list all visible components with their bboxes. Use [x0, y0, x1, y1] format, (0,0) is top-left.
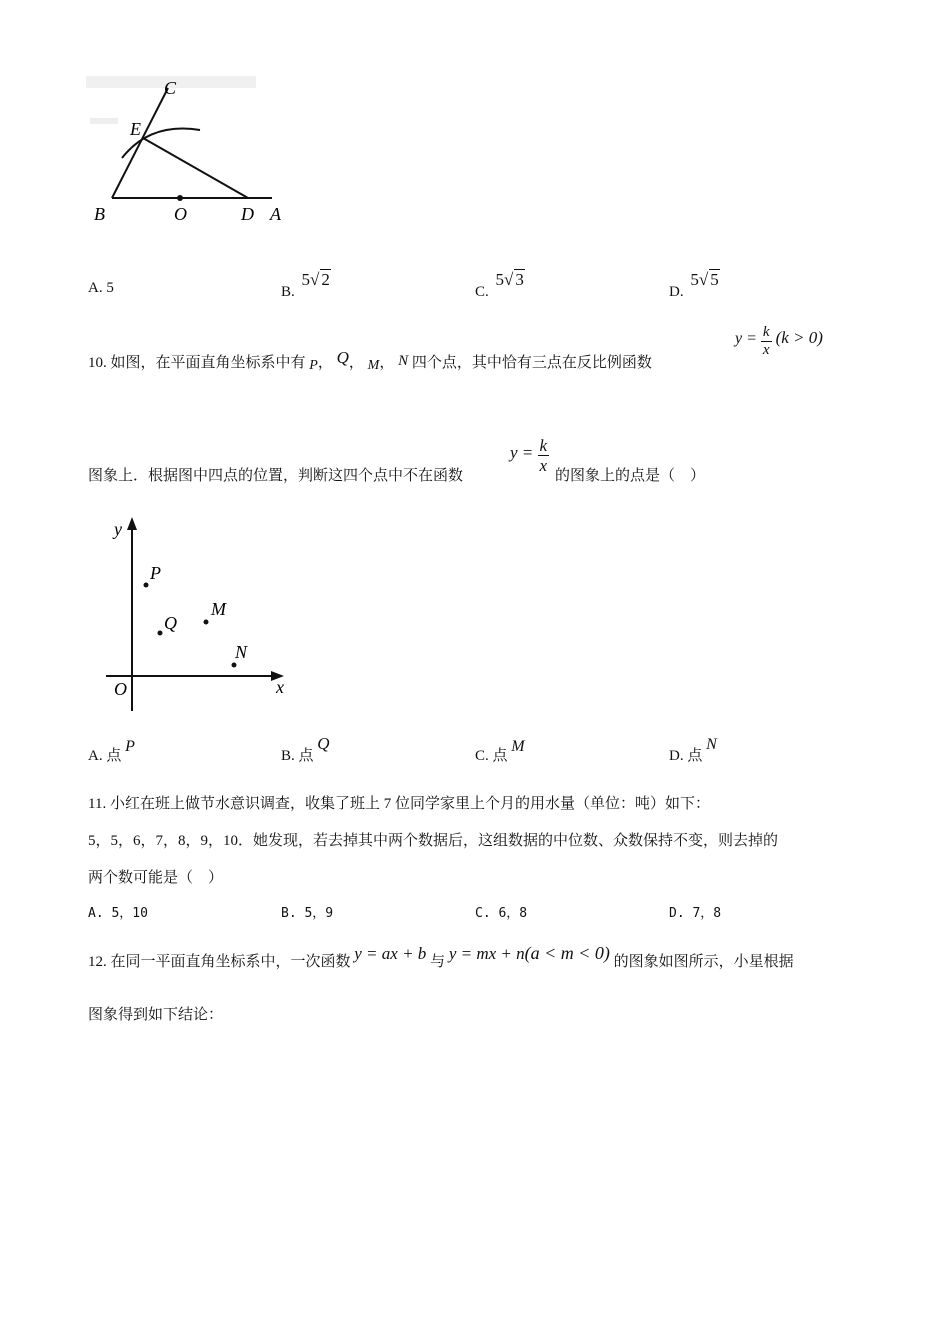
q10-line1-mid: 四个点，其中恰有三点在反比例函数: [411, 355, 652, 371]
q12-line1: [88, 943, 794, 971]
q12-func1: y = ax + b: [354, 944, 427, 963]
q11-option-a: A. 5，10: [88, 906, 148, 921]
q12-line2: 图象得到如下结论：: [88, 1007, 224, 1023]
q10-function-1: y = $\frac{k}{x}$ (k > 0): [735, 324, 823, 358]
q10-line2-suffix: 的图象上的点是（ ）: [555, 468, 706, 484]
q11-line2: 5，5，6，7，8，9，10．她发现，若去掉其中两个数据后，这组数据的中位数、众数保持不变，则去掉的: [88, 833, 779, 849]
q9-option-b-radicand: 2: [321, 270, 330, 289]
q9-option-b-coef: 5: [301, 270, 311, 289]
q11-line3: 两个数可能是（ ）: [88, 870, 224, 886]
y-axis-arrow: [127, 517, 137, 530]
label-a: A: [270, 204, 281, 224]
q10-var-m: M: [367, 358, 380, 373]
q9-option-b: B. 5√ 2: [281, 270, 330, 300]
q12-line1-suffix: 的图象如图所示，小星根据: [613, 954, 794, 970]
point-o: [177, 195, 183, 201]
q9-option-c-radicand: 3: [515, 270, 524, 289]
q12-cond: (a < m < 0): [524, 943, 610, 963]
label-q: Q: [164, 613, 177, 633]
q9-option-c-coef: 5: [495, 270, 505, 289]
point-p: [144, 583, 149, 588]
q9-option-c: C. 5√ 3: [475, 270, 524, 300]
q10-var-n: N: [398, 353, 409, 369]
q10-option-c: C. 点 M: [475, 738, 525, 764]
q10-line1-prefix: 10. 如图，在平面直角坐标系中有: [88, 355, 306, 371]
q11-option-d: D. 7，8: [669, 906, 722, 921]
q9-option-d-label: D.: [669, 284, 684, 300]
label-c: C: [164, 78, 177, 98]
point-n: [232, 663, 237, 668]
q10-var-p: P: [309, 358, 318, 373]
q10-line2-prefix: 图象上．根据图中四点的位置，判断这四个点中不在函数: [88, 468, 464, 484]
point-q: [158, 631, 163, 636]
q12-and: 与: [430, 954, 446, 970]
label-y: y: [114, 519, 122, 539]
q9-option-d: D. 5√ 5: [669, 270, 719, 300]
label-p: P: [150, 563, 161, 583]
label-e: E: [130, 119, 141, 139]
label-d: D: [241, 204, 254, 224]
label-o: O: [174, 204, 187, 224]
q11-option-b: B. 5，9: [281, 906, 334, 921]
q10-option-a: A. 点 P: [88, 738, 135, 764]
segment-ed: [143, 138, 248, 198]
q9-option-c-label: C.: [475, 284, 489, 300]
q10-option-d: D. 点 N: [669, 736, 717, 764]
label-b: B: [94, 204, 105, 224]
label-origin: O: [114, 679, 127, 699]
q9-option-d-radicand: 5: [710, 270, 719, 289]
scan-noise: [90, 118, 118, 124]
label-n: N: [235, 642, 248, 662]
q9-option-d-coef: 5: [690, 270, 699, 289]
q10-line1: 10. 如图，在平面直角坐标系中有 P， Q， M， N 四个点，其中恰有三点在反比例函数: [88, 348, 652, 373]
label-x: x: [276, 677, 284, 697]
q11-option-c: C. 6，8: [475, 906, 528, 921]
q10-function-2: y = $\frac{k}{x}$: [510, 436, 548, 475]
point-m: [204, 620, 209, 625]
q9-option-a: A. 5: [88, 280, 114, 296]
q9-geometry-figure: [80, 72, 310, 232]
q12-func2: y = mx + n: [448, 944, 525, 963]
ray-bc: [112, 88, 168, 198]
q12-line1-prefix: 12. 在同一平面直角坐标系中，一次函数: [88, 954, 351, 970]
q10-var-q: Q: [336, 348, 349, 367]
q10-option-b: B. 点 Q: [281, 734, 330, 764]
label-m: M: [211, 599, 226, 619]
q10-coordinate-figure: [98, 515, 308, 715]
q11-line1: 11. 小红在班上做节水意识调查，收集了班上 7 位同学家里上个月的用水量（单位：吨）如下：: [88, 796, 710, 812]
q9-option-b-label: B.: [281, 284, 295, 300]
